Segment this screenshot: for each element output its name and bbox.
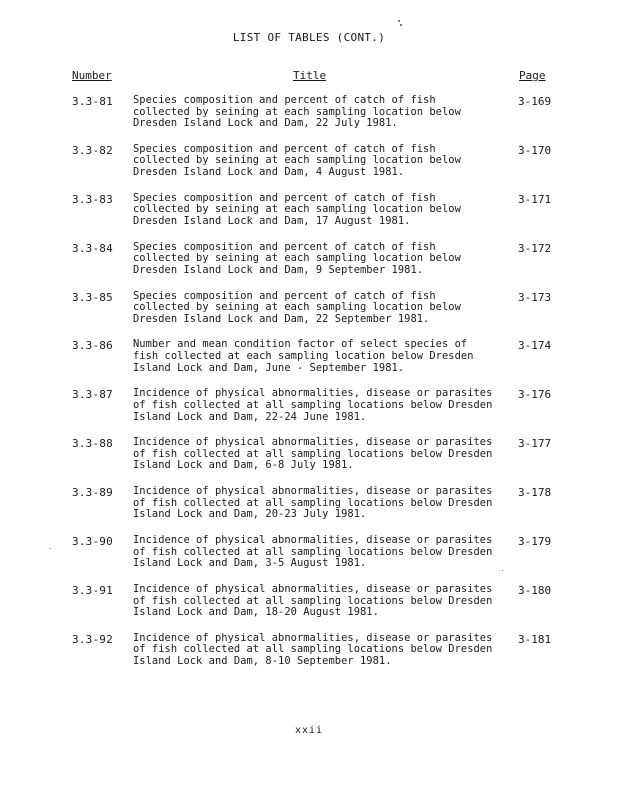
- list-item: [0, 535, 618, 584]
- table-title: Incidence of physical abnormalities, disease or parasites of fish collected at all sampling locations below Dresden Island Lock and Dam, 6-8 July 1981.: [133, 436, 493, 472]
- list-item: [0, 633, 618, 682]
- table-title: Species composition and percent of catch of fish collected by seining at each sampling location below Dresden Island Lock and Dam, 9 September 1981.: [133, 240, 461, 276]
- table-title: Incidence of physical abnormalities, disease or parasites of fish collected at all sampling locations below Dresden Island Lock and Dam, 3-5 August 1981.: [133, 534, 493, 570]
- table-page: 3-170: [518, 143, 552, 157]
- table-page: 3-172: [518, 241, 552, 255]
- table-number: 3.3-90: [72, 535, 113, 549]
- column-header-number: Number: [72, 69, 112, 82]
- table-page: 3-181: [518, 632, 552, 646]
- table-title: Number and mean condition factor of select species of fish collected at each sampling location below Dresden Island Lock and Dam, June - September 1981.: [133, 338, 474, 374]
- table-number: 3.3-91: [72, 583, 113, 597]
- column-header-title: Title: [293, 69, 327, 82]
- table-title: Species composition and percent of catch of fish collected by seining at each sampling location below Dresden Island Lock and Dam, 22 July 1981.: [133, 94, 461, 130]
- table-number: 3.3-92: [72, 632, 113, 646]
- page-number: xxii: [294, 725, 324, 736]
- table-number: 3.3-88: [72, 437, 113, 451]
- table-number: 3.3-89: [72, 486, 113, 500]
- table-title: Species composition and percent of catch of fish collected by seining at each sampling location below Dresden Island Lock and Dam, 17 August 1981.: [133, 191, 461, 227]
- table-number: 3.3-82: [72, 143, 113, 157]
- list-item: [0, 291, 618, 340]
- table-title: Incidence of physical abnormalities, disease or parasites of fish collected at all sampling locations below Dresden Island Lock and Dam, 8-10 September 1981.: [133, 631, 493, 667]
- table-title: Incidence of physical abnormalities, disease or parasites of fish collected at all sampling locations below Dresden Island Lock and Dam, 20-23 July 1981.: [133, 485, 493, 521]
- list-item: [0, 95, 618, 144]
- table-of-contents-list: [0, 95, 618, 682]
- list-item: [0, 193, 618, 242]
- list-item: [0, 339, 618, 388]
- table-number: 3.3-83: [72, 192, 113, 206]
- list-item: [0, 388, 618, 437]
- table-number: 3.3-85: [72, 290, 113, 304]
- table-page: 3-177: [518, 437, 552, 451]
- scan-speck: [398, 20, 400, 22]
- list-item: [0, 584, 618, 633]
- table-page: 3-169: [518, 95, 552, 108]
- table-page: 3-174: [518, 339, 552, 353]
- list-item: [0, 437, 618, 486]
- scan-speck: [400, 24, 402, 26]
- table-title: Species composition and percent of catch of fish collected by seining at each sampling location below Dresden Island Lock and Dam, 4 August 1981.: [133, 142, 461, 179]
- table-number: 3.3-81: [72, 95, 113, 108]
- table-title: Species composition and percent of catch of fish collected by seining at each sampling location below Dresden Island Lock and Dam, 22 September 1981.: [133, 289, 461, 325]
- table-number: 3.3-84: [72, 241, 113, 255]
- table-title: Incidence of physical abnormalities, disease or parasites of fish collected at all sampling locations below Dresden Island Lock and Dam, 22-24 June 1981.: [133, 387, 493, 423]
- list-item: [0, 242, 618, 291]
- column-header-page: Page: [519, 69, 546, 82]
- table-number: 3.3-87: [72, 388, 113, 402]
- table-number: 3.3-86: [72, 339, 113, 353]
- table-page: 3-178: [518, 486, 552, 500]
- document-title: LIST OF TABLES (CONT.): [232, 31, 386, 44]
- table-page: 3-173: [518, 290, 552, 304]
- table-title: Incidence of physical abnormalities, disease or parasites of fish collected at all sampling locations below Dresden Island Lock and Dam, 18-20 August 1981.: [133, 582, 493, 619]
- list-item: [0, 144, 618, 193]
- table-page: 3-176: [518, 388, 552, 402]
- table-page: 3-179: [518, 535, 552, 549]
- table-page: 3-171: [518, 192, 552, 206]
- list-item: [0, 486, 618, 535]
- table-page: 3-180: [518, 583, 552, 597]
